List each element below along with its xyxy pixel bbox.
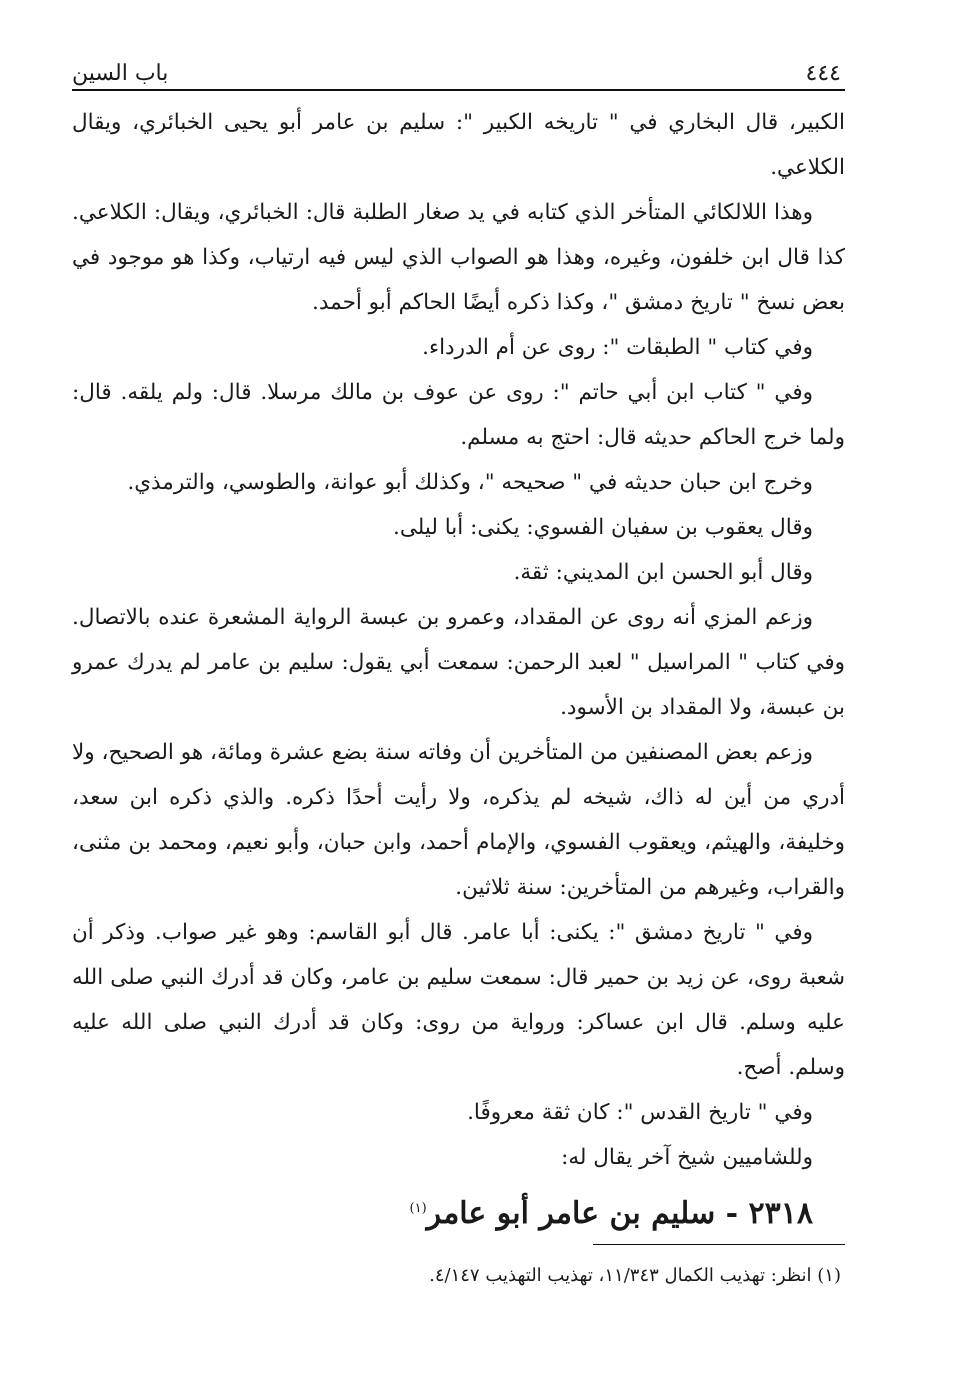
- header-rule: [72, 89, 845, 91]
- main-text: [72, 100, 845, 1243]
- paragraph: وقال أبو الحسن ابن المديني: ثقة.: [513, 560, 813, 585]
- paragraph: وهذا اللالكائي المتأخر الذي كتابه في يد صغار الطلبة قال: الخبائري، ويقال: الكلاعي. كذا قال ابن خلفون، وغيره، وهذا هو الصواب الذي ليس فيه ارتياب، وكذا هو موجود في بعض نسخ " تاريخ دمشق "، وكذا ذكره أيضًا الحاكم أبو أحمد.: [72, 200, 845, 315]
- chapter-title: باب السين: [72, 61, 169, 86]
- paragraph: وفي " تاريخ القدس ": كان ثقة معروفًا.: [467, 1100, 813, 1125]
- entry-heading: [72, 1180, 845, 1243]
- page-number: ٤٤٤: [805, 61, 841, 86]
- paragraph: وفي " تاريخ دمشق ": يكنى: أبا عامر. قال أبو القاسم: وهو غير صواب. وذكر أن شعبة روى، عن زيد بن حمير قال: سمعت سليم بن عامر، وكان قد أدرك النبي صلى الله عليه وسلم. قال ابن عساكر: ورواية من روى: وكان قد أدرك النبي صلى الله عليه وسلم. أصح.: [72, 920, 845, 1080]
- running-header: [72, 52, 841, 86]
- footnote-rule: [593, 1244, 845, 1245]
- entry-heading-text: ٢٣١٨ - سليم بن عامر أبو عامر: [426, 1196, 813, 1231]
- paragraph: وخرج ابن حبان حديثه في " صحيحه "، وكذلك أبو عوانة، والطوسي، والترمذي.: [127, 470, 813, 495]
- paragraph: الكبير، قال البخاري في " تاريخه الكبير ": سليم بن عامر أبو يحيى الخبائري، ويقال الكلاعي.: [72, 110, 845, 180]
- paragraph: وفي كتاب " الطبقات ": روى عن أم الدرداء.: [422, 335, 813, 360]
- paragraph: وزعم بعض المصنفين من المتأخرين أن وفاته سنة بضع عشرة ومائة، هو الصحيح، ولا أدري من أين له ذاك، شيخه لم يذكره، ولا رأيت أحدًا ذكره. والذي ذكره ابن سعد، وخليفة، والهيثم، ويعقوب الفسوي، والإمام أحمد، وابن حبان، وأبو نعيم، ومحمد بن مثنى، والقراب، وغيرهم من المتأخرين: سنة ثلاثين.: [72, 740, 845, 900]
- paragraph: وزعم المزي أنه روى عن المقداد، وعمرو بن عبسة الرواية المشعرة عنده بالاتصال. وفي كتاب " المراسيل " لعبد الرحمن: سمعت أبي يقول: سليم بن عامر لم يدرك عمرو بن عبسة، ولا المقداد بن الأسود.: [72, 605, 845, 720]
- footnote-marker: (١): [409, 1201, 427, 1216]
- footnote: (١) انظر: تهذيب الكمال ١١/٣٤٣، تهذيب التهذيب ٤/١٤٧.: [429, 1265, 841, 1286]
- paragraph: وفي " كتاب ابن أبي حاتم ": روى عن عوف بن مالك مرسلا. قال: ولم يلقه. قال: ولما خرج الحاكم حديثه قال: احتج به مسلم.: [72, 380, 845, 450]
- paragraph: وقال يعقوب بن سفيان الفسوي: يكنى: أبا ليلى.: [392, 515, 813, 540]
- paragraph: وللشاميين شيخ آخر يقال له:: [561, 1145, 813, 1170]
